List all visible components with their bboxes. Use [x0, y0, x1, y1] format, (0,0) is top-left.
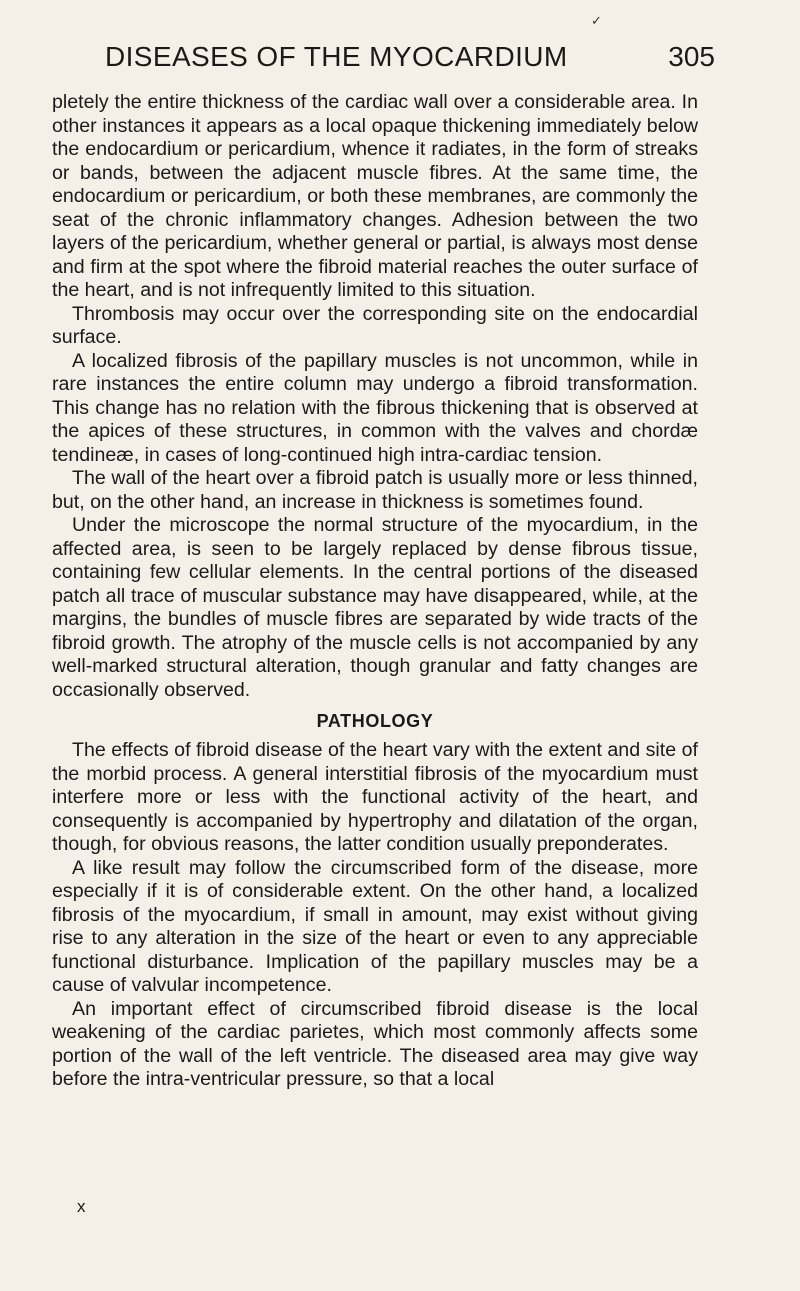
paragraph-microscope: Under the microscope the normal structure of the myocardium, in the affected area, is seen to be largely replaced by dense fibrous tissue, containing few cellular elements. In the central portions of the diseased patch all trace of muscular substance may have disappeared, while, at the margins, the bundles of muscle fibres are separated by wide tracts of the fibroid growth. The atrophy of the muscle cells is not accompanied by any well-marked structural alteration, though granular and fatty changes are occasionally observed.	[52, 514, 698, 701]
paragraph-local-weakening: An important effect of circumscribed fibroid disease is the local weakening of the cardiac parietes, which most commonly affects some portion of the wall of the left ventricle. The diseased area may give way before the intra-ventricular pressure, so that a local	[52, 997, 698, 1090]
paragraph-wall-thinning: The wall of the heart over a fibroid patch is usually more or less thinned, but, on the other hand, an increase in thickness is sometimes found.	[52, 467, 698, 513]
paragraph-thrombosis: Thrombosis may occur over the corresponding site on the endocardial surface.	[52, 302, 698, 348]
running-head	[105, 40, 715, 74]
paragraph-continued: pletely the entire thickness of the cardiac wall over a considerable area. In other instances it appears as a local opaque thickening immediately below the endocardium or pericardium, whence it radiates, in the form of streaks or bands, between the adjacent muscle fibres. At the same time, the endocardium or pericardium, or both these membranes, are commonly the seat of the chronic inflammatory changes. Adhesion between the two layers of the pericardium, whether general or partial, is always most dense and firm at the spot where the fibroid material reaches the outer surface of the heart, and is not infrequently limited to this situation.	[52, 91, 698, 301]
paragraph-effects: The effects of fibroid disease of the heart vary with the extent and site of the morbid process. A general interstitial fibrosis of the myocardium must interfere more or less with the functional activity of the heart, and consequently is accompanied by hypertrophy and dilatation of the organ, though, for obvious reasons, the latter condition usually preponderates.	[52, 739, 698, 855]
body-text	[52, 91, 698, 1092]
paragraph-like-result: A like result may follow the circumscribed form of the disease, more especially if it is of considerable extent. On the other hand, a localized fibrosis of the myocardium, if small in amount, may exist without giving rise to any alteration in the size of the heart or even to any appreciable functional disturbance. Implication of the papillary muscles may be a cause of valvular incompetence.	[52, 856, 698, 996]
page-number: 305	[668, 41, 715, 72]
tick-mark: ✓	[591, 13, 602, 28]
paragraph-papillary-fibrosis: A localized fibrosis of the papillary muscles is not uncommon, while in rare instances the entire column may undergo a fibroid transformation. This change has no relation with the fibrous thickening that is observed at the apices of these structures, in common with the valves and chordæ tendineæ, in cases of long-continued high intra-cardiac tension.	[52, 349, 698, 466]
section-heading-pathology: PATHOLOGY	[316, 711, 434, 731]
signature-mark: x	[77, 1197, 86, 1216]
running-title: DISEASES OF THE MYOCARDIUM	[105, 41, 568, 72]
